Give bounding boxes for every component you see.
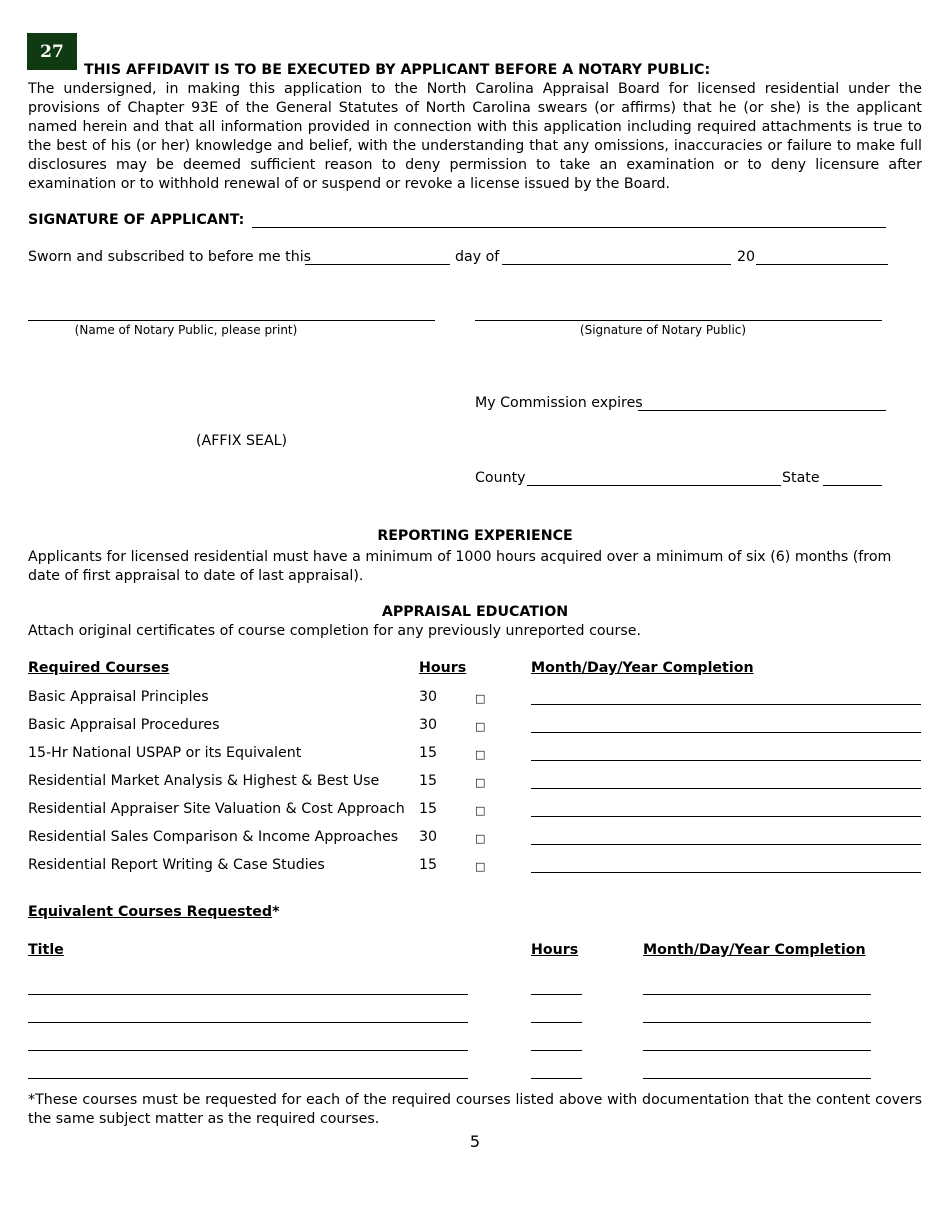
notary-name-caption: (Name of Notary Public, please print) (74, 323, 298, 337)
sworn-month-line[interactable] (502, 264, 731, 265)
state-line[interactable] (823, 485, 882, 486)
notary-signature-line[interactable] (475, 320, 882, 321)
signature-line[interactable] (252, 227, 886, 228)
course-title: Basic Appraisal Principles (28, 689, 209, 705)
equivalent-title-line[interactable] (28, 1050, 468, 1051)
course-checkbox[interactable]: □ (475, 720, 486, 733)
notary-signature-caption: (Signature of Notary Public) (579, 323, 747, 337)
equivalent-completion-line[interactable] (643, 1022, 871, 1023)
required-hours-header: Hours (419, 660, 467, 676)
equivalent-title-header: Title (28, 942, 64, 958)
commission-label: My Commission expires (475, 395, 643, 411)
required-completion-header: Month/Day/Year Completion (531, 660, 754, 676)
equivalent-hours-line[interactable] (531, 994, 582, 995)
course-completion-line[interactable] (531, 732, 921, 733)
course-checkbox[interactable]: □ (475, 748, 486, 761)
county-line[interactable] (527, 485, 781, 486)
course-completion-line[interactable] (531, 844, 921, 845)
course-hours: 30 (419, 829, 438, 845)
course-title: Residential Report Writing & Case Studies (28, 857, 325, 873)
commission-line[interactable] (638, 410, 886, 411)
course-hours: 15 (419, 857, 438, 873)
education-body: Attach original certificates of course completion for any previously unreported course. (28, 623, 641, 639)
equivalent-title-line[interactable] (28, 994, 468, 995)
course-completion-line[interactable] (531, 816, 921, 817)
state-label: State (782, 470, 820, 486)
sworn-year-line[interactable] (756, 264, 888, 265)
equivalent-hours-line[interactable] (531, 1022, 582, 1023)
signature-label: SIGNATURE OF APPLICANT: (28, 212, 245, 228)
course-checkbox[interactable]: □ (475, 860, 486, 873)
course-completion-line[interactable] (531, 760, 921, 761)
affidavit-heading: THIS AFFIDAVIT IS TO BE EXECUTED BY APPLICANT BEFORE A NOTARY PUBLIC: (84, 62, 711, 78)
course-hours: 15 (419, 801, 438, 817)
equivalent-heading (28, 904, 280, 920)
course-checkbox[interactable]: □ (475, 832, 486, 845)
equivalent-completion-line[interactable] (643, 994, 871, 995)
equivalent-hours-line[interactable] (531, 1078, 582, 1079)
reporting-heading: REPORTING EXPERIENCE (377, 528, 573, 544)
equivalent-title-line[interactable] (28, 1022, 468, 1023)
equivalent-completion-line[interactable] (643, 1050, 871, 1051)
sworn-year-prefix: 20 (737, 249, 756, 265)
course-hours: 30 (419, 689, 438, 705)
education-heading: APPRAISAL EDUCATION (381, 604, 569, 620)
equivalent-hours-line[interactable] (531, 1050, 582, 1051)
equivalent-completion-line[interactable] (643, 1078, 871, 1079)
course-title: Residential Sales Comparison & Income Approaches (28, 829, 399, 845)
course-completion-line[interactable] (531, 788, 921, 789)
affidavit-body: The undersigned, in making this application to the North Carolina Appraisal Board for licensed residential under the provisions of Chapter 93E of the General Statutes of North Carolina swears (or affirms) that he (or she) is the applicant named herein and that all information provided in connection with this application including required attachments is true to the best of his (or her) knowledge and belief, with the understanding that any omissions, inaccuracies or failure to make full disclosures may be deemed sufficient reason to deny permission to take an examination or to deny licensure after examination or to withhold renewal of or suspend or revoke a license issued by the Board. (28, 81, 922, 192)
page-number: 5 (469, 1132, 481, 1151)
course-completion-line[interactable] (531, 704, 921, 705)
course-checkbox[interactable]: □ (475, 804, 486, 817)
course-completion-line[interactable] (531, 872, 921, 873)
course-title: 15-Hr National USPAP or its Equivalent (28, 745, 302, 761)
page-badge: 27 (27, 33, 77, 70)
required-courses-header: Required Courses (28, 660, 170, 676)
sworn-prefix: Sworn and subscribed to before me this (28, 249, 312, 265)
course-checkbox[interactable]: □ (475, 776, 486, 789)
notary-name-line[interactable] (28, 320, 435, 321)
sworn-day-line[interactable] (305, 264, 450, 265)
equivalent-asterisk: * (272, 904, 280, 920)
county-label: County (475, 470, 526, 486)
affix-seal: (AFFIX SEAL) (196, 433, 288, 449)
course-title: Residential Market Analysis & Highest & Best Use (28, 773, 380, 789)
equivalent-footnote: *These courses must be requested for each of the required courses listed above with documentation that the content covers the same subject matter as the required courses. (28, 1092, 922, 1127)
equivalent-hours-header: Hours (531, 942, 579, 958)
equivalent-heading-text: Equivalent Courses Requested (28, 904, 273, 920)
sworn-day-of: day of (455, 249, 500, 265)
equivalent-completion-header: Month/Day/Year Completion (643, 942, 866, 958)
course-hours: 15 (419, 745, 438, 761)
course-title: Residential Appraiser Site Valuation & Cost Approach (28, 801, 405, 817)
equivalent-title-line[interactable] (28, 1078, 468, 1079)
reporting-body: Applicants for licensed residential must have a minimum of 1000 hours acquired over a minimum of six (6) months (from date of first appraisal to date of last appraisal). (28, 549, 892, 584)
course-checkbox[interactable]: □ (475, 692, 486, 705)
course-hours: 15 (419, 773, 438, 789)
course-hours: 30 (419, 717, 438, 733)
course-title: Basic Appraisal Procedures (28, 717, 220, 733)
